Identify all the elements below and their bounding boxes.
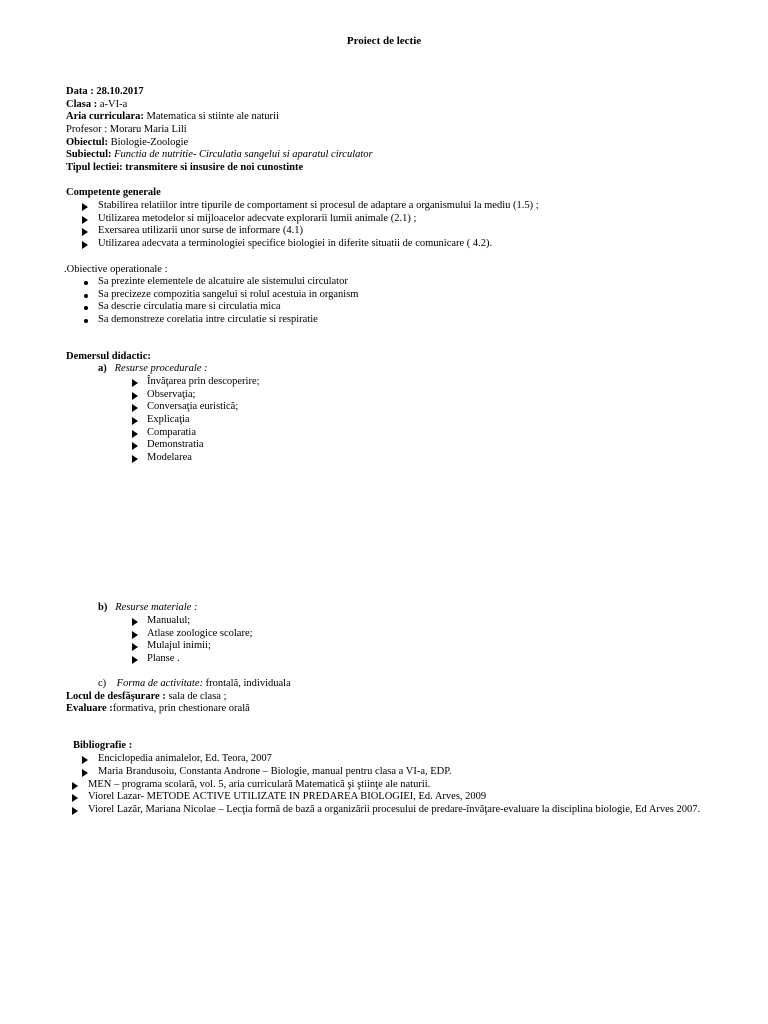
list-item: Mulajul inimii; (147, 640, 211, 651)
list-item: Utilizarea adecvata a terminologiei specifice biologiei in diferite situatii de comunicare ( 4.2). (98, 238, 493, 249)
arrow-bullet-icon (82, 755, 88, 768)
arrow-bullet-icon (132, 391, 138, 404)
list-item: Exersarea utilizarii unor surse de informare (4.1) (98, 225, 303, 236)
teacher-line: Profesor : Moraru Maria Lili (66, 124, 187, 135)
arrow-bullet-icon (132, 403, 138, 416)
dot-bullet-icon (84, 304, 88, 317)
list-item: MEN – programa scolară, vol. 5, aria curriculară Matematică şi ştiinţe ale naturii. (88, 779, 431, 790)
evaluation-line: Evaluare :formativa, prin chestionare orală (66, 703, 250, 714)
lesson-type-line: Tipul lectiei: transmitere si insusire de noi cunostinte (66, 162, 304, 173)
curricular-area-line: Aria curriculara: Matematica si stiinte ale naturii (66, 111, 279, 122)
list-item: Comparatia (147, 427, 196, 438)
list-item: Explicaţia (147, 414, 190, 425)
list-item: Sa precizeze compozitia sangelui si rolul acestuia in organism (98, 289, 359, 300)
list-item: Sa prezinte elementele de alcatuire ale sistemului circulator (98, 276, 348, 287)
dot-bullet-icon (84, 292, 88, 305)
arrow-bullet-icon (82, 227, 88, 240)
location-line: Locul de desfăşurare : sala de clasa ; (66, 691, 227, 702)
list-item: Stabilirea relatiilor intre tipurile de comportament si procesul de adaptare a organismului la mediu (1.5) ; (98, 200, 539, 211)
list-item: Enciclopedia animalelor, Ed. Teora, 2007 (98, 753, 272, 764)
list-item: Demonstratia (147, 439, 204, 450)
list-item: Învăţarea prin descoperire; (147, 376, 260, 387)
arrow-bullet-icon (132, 454, 138, 467)
list-item: Utilizarea metodelor si mijloacelor adecvate explorarii lumii animale (2.1) ; (98, 213, 417, 224)
arrow-bullet-icon (82, 240, 88, 253)
arrow-bullet-icon (132, 416, 138, 429)
arrow-bullet-icon (72, 793, 78, 806)
arrow-bullet-icon (82, 215, 88, 228)
procedural-resources-heading: a) Resurse procedurale : (98, 363, 208, 374)
date-line: Data : 28.10.2017 (66, 86, 144, 97)
arrow-bullet-icon (132, 630, 138, 643)
arrow-bullet-icon (132, 642, 138, 655)
list-item: Viorel Lazăr, Mariana Nicolae – Lecţia formă de bază a organizării procesului de predare-învăţare-evaluare la disciplina biologie, Ed Arves 2007. (88, 804, 701, 815)
arrow-bullet-icon (132, 617, 138, 630)
list-item: Sa descrie circulatia mare si circulatia mica (98, 301, 281, 312)
subject-line: Obiectul: Biologie-Zoologie (66, 137, 189, 148)
list-item: Atlase zoologice scolare; (147, 628, 253, 639)
arrow-bullet-icon (132, 655, 138, 668)
arrow-bullet-icon (132, 378, 138, 391)
topic-line: Subiectul: Functia de nutritie- Circulatia sangelui si aparatul circulator (66, 149, 373, 160)
list-item: Sa demonstreze corelatia intre circulatie si respiratie (98, 314, 318, 325)
arrow-bullet-icon (132, 429, 138, 442)
bibliography-heading: Bibliografie : (73, 740, 133, 751)
dot-bullet-icon (84, 279, 88, 292)
arrow-bullet-icon (72, 806, 78, 819)
list-item: Planse . (147, 653, 180, 664)
activity-form-line: c) Forma de activitate: frontală, individuala (98, 678, 291, 689)
objectives-heading: .Obiective operationale : (64, 264, 168, 275)
list-item: Modelarea (147, 452, 192, 463)
dot-bullet-icon (84, 317, 88, 330)
list-item: Observaţia; (147, 389, 196, 400)
material-resources-heading: b) Resurse materiale : (98, 602, 198, 613)
list-item: Viorel Lazar- METODE ACTIVE UTILIZATE IN PREDAREA BIOLOGIEI, Ed. Arves, 2009 (88, 791, 487, 802)
arrow-bullet-icon (72, 781, 78, 794)
didactic-approach-heading: Demersul didactic: (66, 351, 151, 362)
competences-heading: Competente generale (66, 187, 161, 198)
arrow-bullet-icon (82, 202, 88, 215)
arrow-bullet-icon (132, 441, 138, 454)
list-item: Manualul; (147, 615, 191, 626)
class-line: Clasa : a-VI-a (66, 99, 128, 110)
list-item: Conversaţia euristică; (147, 401, 239, 412)
list-item: Maria Brandusoiu, Constanta Androne – Biologie, manual pentru clasa a VI-a, EDP. (98, 766, 452, 777)
document-title: Proiect de lectie (346, 35, 422, 47)
